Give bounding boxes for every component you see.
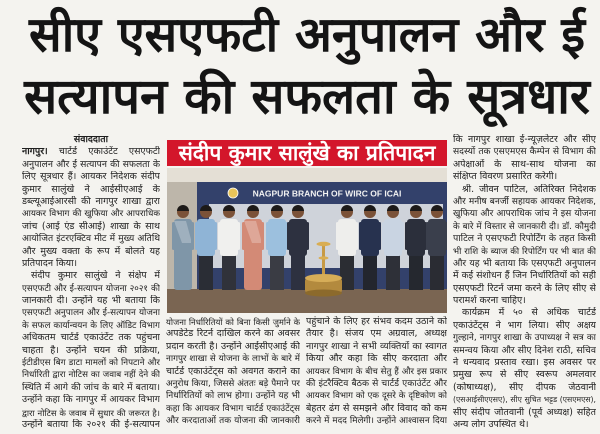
line-text: परामर्श करना चाहिए। (453, 295, 526, 307)
article-line (22, 208, 160, 220)
article-line (166, 353, 300, 365)
article-line (22, 345, 160, 357)
line-text: सीए संदीप जोतवानी (पूर्व अध्यक्ष) सहित (453, 406, 596, 418)
line-text: सदस्यों तक एसएमएस कैम्पेन से विभाग की (453, 147, 596, 158)
article-line (22, 357, 160, 369)
article-line (22, 146, 160, 158)
article-line (166, 366, 300, 378)
article-line (22, 407, 160, 419)
line-text: पहुंचाने के लिए हर संभव कदम उठाने को (306, 316, 447, 327)
article-line (453, 208, 596, 220)
line-text: में कई संशोधन हैं जिन निर्धारितियों को सही (453, 270, 596, 282)
line-text: अनुपालन और ई सत्यापन की सफलता के (22, 158, 160, 170)
article-line (453, 146, 596, 158)
article-line (453, 221, 596, 233)
article-line (453, 283, 596, 295)
line-text: किया और कहा कि सीए करदाता और (306, 353, 447, 365)
article-line (166, 316, 300, 328)
line-text: गुल्हाने, नागपुर शाखा के उपाध्यक्ष ने सत्र का (453, 333, 596, 344)
article-line (22, 394, 160, 406)
article-line (453, 369, 596, 381)
line-text: नागपुर शाखा से योजना के लाभों के बारे में (166, 354, 300, 365)
article-line (22, 332, 160, 344)
line-text: उन्होंने बताया कि २०२१ की ई-सत्यापन (22, 418, 160, 430)
article-line (22, 295, 160, 307)
article-line (166, 378, 300, 390)
article-line (22, 159, 160, 171)
line-text: पाटिल ने एसएफटी रिपोर्टिंग के तहत किसी (453, 233, 596, 245)
article-line (453, 332, 596, 344)
article-line (306, 403, 447, 415)
line-text: और मनीष बनर्जी सहायक आयकर निदेशक, (453, 196, 596, 207)
headline-line-1 (20, 4, 594, 66)
line-text: लिए सूत्रधार हैं। आयकर निदेशक संदीप (22, 171, 160, 183)
article-line (22, 196, 160, 208)
line-text: कहा कि आयकर विभाग चार्टर्ड एकाउंटेंट्स (166, 403, 300, 414)
article-line (22, 283, 160, 295)
line-text: कि नागपुर शाखा ई-न्यूज़लेटर और सीए (453, 134, 596, 145)
line-text: प्रतिपादन किया। (22, 257, 78, 269)
article-line (453, 171, 596, 183)
article-line (22, 171, 160, 183)
line-text: ने धन्यवाद प्रस्ताव रखा। इस अवसर पर (453, 357, 596, 369)
line-text: आयोजित इंटरएक्टिव मीट में मुख्य अतिथि (22, 234, 160, 245)
article-line (453, 134, 596, 146)
article-line (22, 258, 160, 270)
line-text: स्थिति में आगे की जांच के बारे में बताया। (22, 381, 160, 393)
event-photo (167, 168, 447, 313)
subhead-banner (167, 140, 447, 166)
line-text: भी राशि के ब्याज की रिपोर्टिंग पर भी बात की (453, 246, 596, 257)
article-line (22, 320, 160, 332)
line-text: आयकर विभाग की खुफिया और आपराधिक (22, 209, 160, 220)
line-text: अन्य लोग उपस्थित थे। (453, 418, 529, 430)
line-text: संदीप कुमार सालुंखे ने संक्षेप में (31, 270, 160, 282)
article-line (166, 341, 300, 353)
article-line (453, 295, 596, 307)
line-text: चार्टर्ड एकाउंटेंट एसएफटी (58, 146, 160, 158)
line-text: (कोषाध्यक्ष), सीए दीपक जेठवानी (453, 381, 596, 393)
article-line (22, 246, 160, 258)
headline-text-2: सत्यापन की सफलता के सूत्रधार (24, 68, 590, 125)
article-line (22, 307, 160, 319)
line-text: संक्षिप्त विवरण प्रसारित करेगी। (453, 171, 558, 183)
line-text: अधिकतम चार्टर्ड एकाउंटेंट तक पहुंचना (22, 332, 160, 344)
article-line (166, 415, 300, 427)
article-column-4 (453, 134, 596, 433)
article-column-3 (306, 316, 447, 433)
article-line (22, 221, 160, 233)
line-text: (एसआईसीएएसए), सीए सुचित भट्टड (एसएमएस), (453, 395, 596, 405)
line-text: आयकर विभाग को एक दूसरे के दृष्टिकोण को (306, 391, 447, 402)
line-text: निर्धारितियों को लाभ होगा। उन्होंने यह भी (166, 391, 300, 402)
line-text: के बारे में विस्तार से जानकारी दी। डॉ. कौमुदी (453, 221, 596, 232)
line-text: की इंटरैक्टिव बैठक से चार्टर्ड एकाउंटेंट और (306, 378, 447, 389)
article-line (306, 341, 447, 353)
line-text: बेहतर ढंग से समझने और विवाद को कम (306, 402, 447, 414)
line-text: उन्होंने कहा कि नागपुर में आयकर विभाग (22, 394, 160, 406)
line-text: और यह भी बताया कि एसएफटी अनुपालन (453, 257, 596, 269)
article-line (306, 353, 447, 365)
line-text: समन्वय किया और सीए दिनेश राठी, सचिव (453, 344, 596, 356)
line-text: और मुख्य वक्ता के रूप में बोलते यह (22, 245, 160, 257)
line-text: डब्ल्यूआईआरसी की नागपुर शाखा द्वारा (22, 195, 160, 207)
line-text: एकाउंटेंट्स ने भाग लिया। सीए अक्षय (453, 319, 596, 331)
line-text: आयकर विभाग के बीच सेतु हैं और इस प्रकार (306, 366, 447, 377)
line-text: अपेक्षाओं के साथ-साथ योजना का (453, 158, 596, 170)
line-text: चाहता है। उन्होंने चयन की प्रक्रिया, (22, 344, 160, 356)
article-line (306, 366, 447, 378)
event-photo-image (167, 168, 447, 313)
article-line (306, 316, 447, 328)
line-text: एसएफटी अनुपालन और ई-सत्यापन योजना (22, 308, 160, 319)
article-line (453, 270, 596, 282)
line-text: जांच (आई एंड सीआई) शाखा के साथ (22, 220, 160, 232)
line-text: द्वारा नोटिस के जवाब में सुधार की जरूरत है। (22, 407, 160, 418)
headline-line-2 (20, 66, 594, 128)
line-text: करने में मदद मिलेगी। उन्होंने आश्वासन दिया (306, 416, 447, 427)
line-text: अपडेटेड रिटर्न दाखिल करने का अवसर (166, 328, 300, 340)
article-line (453, 246, 596, 258)
article-line (453, 345, 596, 357)
line-text: श्री. जीवन पाटिल, अतिरिक्त निदेशक (462, 183, 596, 195)
article-line (453, 320, 596, 332)
article-line (306, 328, 447, 340)
line-text: निर्धारिती द्वारा नोटिस का जवाब नहीं देने की (22, 370, 160, 381)
line-text: और करदाताओं तक योजना की जानकारी (166, 416, 300, 427)
article-line (22, 419, 160, 431)
article-line (306, 415, 447, 427)
article-line (453, 307, 596, 319)
photo-ceiling (167, 168, 447, 182)
article-line (22, 233, 160, 245)
article-line (22, 382, 160, 394)
article-line (166, 403, 300, 415)
article-line (453, 357, 596, 369)
article-line (453, 159, 596, 171)
article-line (453, 382, 596, 394)
article-line (453, 394, 596, 406)
line-text: एसएफटी रिटर्न जमा करने के लिए सीए से (453, 282, 596, 294)
article-line (22, 369, 160, 381)
line-text: कार्यक्रम में ५० से अधिक चार्टर्ड (462, 307, 596, 319)
line-text: अनुरोध किया, जिससे अंततः बड़े पैमाने पर (166, 378, 300, 389)
article-line (22, 184, 160, 196)
article-line (453, 258, 596, 270)
byline: संवाददाता (73, 134, 109, 145)
article-line (453, 184, 596, 196)
article-line (453, 233, 596, 245)
line-text: ईटीडीएस बिग डाटा मामलों को निपटाने और (22, 358, 160, 369)
line-text: खुफिया और आपराधिक जांच ने इस योजना (453, 209, 596, 220)
line-text: नागपुर शाखा ने सभी व्यक्तियों का स्वागत (306, 340, 447, 352)
article-line (306, 378, 447, 390)
line-text: तैयार है। संजय एम अग्रवाल, अध्यक्ष (306, 328, 447, 340)
line-text: के सफल कार्यान्वयन के लिए ऑडिट विभाग (22, 320, 160, 331)
article-column-2 (166, 316, 300, 433)
article-column-1 (22, 134, 160, 433)
line-text: प्रमुख रूप से सीए स्वरूप अमलवार (453, 369, 596, 381)
line-text: जानकारी दी। उन्होंने यह भी बताया कि (22, 295, 160, 307)
article-line (166, 328, 300, 340)
headline-text-1: सीए एसएफटी अनुपालन और ई (29, 7, 585, 63)
article-line (166, 390, 300, 402)
article-line (453, 196, 596, 208)
icai-logo (228, 188, 238, 198)
line-text: प्रदान करती है। उन्होंने आईसीएआई की (166, 340, 300, 352)
article-line (22, 270, 160, 282)
line-text: कुमार सालुंखे ने आईसीएआई के (22, 183, 160, 195)
line-text: एसएफटी और ई-सत्यापन योजना २०२१ की (22, 283, 160, 294)
dateline: नागपुर। (22, 146, 48, 158)
photo-banner-text: NAGPUR BRANCH OF WIRC OF ICAI (252, 188, 402, 199)
article-line (453, 407, 596, 419)
article-line (453, 419, 596, 431)
line-text: चार्टर्ड एकाउंटेंट्स को अवगत कराने का (166, 365, 300, 377)
line-text: योजना निर्धारितियों को बिना किसी जुर्माने के (166, 317, 300, 327)
subhead-banner-text: संदीप कुमार सालुंखे का प्रतिपादन (178, 141, 436, 165)
article-line (306, 390, 447, 402)
